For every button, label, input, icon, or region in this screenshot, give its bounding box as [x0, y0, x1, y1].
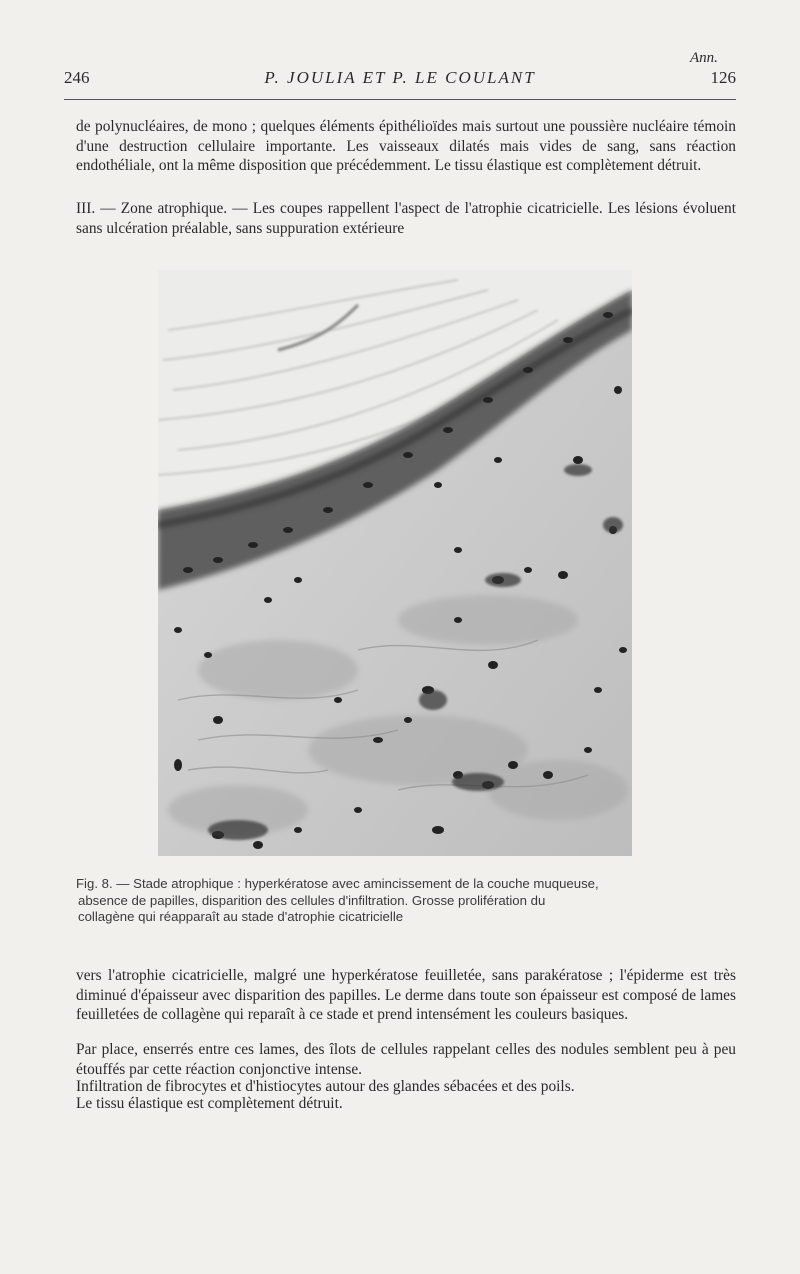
paragraph-4: Par place, enserrés entre ces lames, des îlots de cellules rappelant celles des nodules semblent peu à peu étouffés par cette réaction conjonctive intense. — [76, 1041, 736, 1078]
paragraph-6: Le tissu élastique est complètement détruit. — [76, 1095, 343, 1112]
micrograph-image — [158, 270, 632, 856]
paragraph-2: III. — Zone atrophique. — Les coupes rappellent l'aspect de l'atrophie cicatricielle. Les lésions évoluent sans ulcération préalable, sans suppuration extérieure — [76, 200, 736, 237]
figure-caption — [76, 876, 736, 926]
page-number: 246 — [64, 68, 90, 87]
running-header — [64, 68, 736, 88]
running-header-ann: Ann. — [690, 50, 718, 66]
running-title: P. JOULIA ET P. LE COULANT — [264, 68, 536, 87]
header-rule — [64, 99, 736, 100]
caption-line-2: absence de papilles, disparition des cellules d'infiltration. Grosse prolifération du — [78, 892, 546, 908]
caption-line-3: collagène qui réapparaît au stade d'atrophie cicatricielle — [78, 909, 404, 924]
caption-line-1: Fig. 8. — Stade atrophique : hyperkératose avec amincissement de la couche muqueuse, — [76, 876, 599, 891]
paragraph-5: Infiltration de fibrocytes et d'histiocytes autour des glandes sébacées et des poils. — [76, 1078, 575, 1095]
volume-number: 126 — [710, 68, 736, 87]
histology-micrograph — [158, 270, 632, 856]
paragraph-3: vers l'atrophie cicatricielle, malgré une hyperkératose feuilletée, sans parakératose ; l'épiderme est très diminué d'épaisseur avec disparition des papilles. Le derme dans toute son épaisseur est composé de lames feuilletées de collagène qui reparaît à ce stade et prend intensément les couleurs basiques. — [76, 967, 736, 1023]
paragraph-1: de polynucléaires, de mono ; quelques éléments épithélioïdes mais surtout une poussière nucléaire témoin d'une destruction cellulaire importante. Les vaisseaux dilatés mais vides de sang, sans réaction endothéliale, ont la même disposition que précédemment. Le tissu élastique est complètement détruit. — [76, 118, 736, 174]
